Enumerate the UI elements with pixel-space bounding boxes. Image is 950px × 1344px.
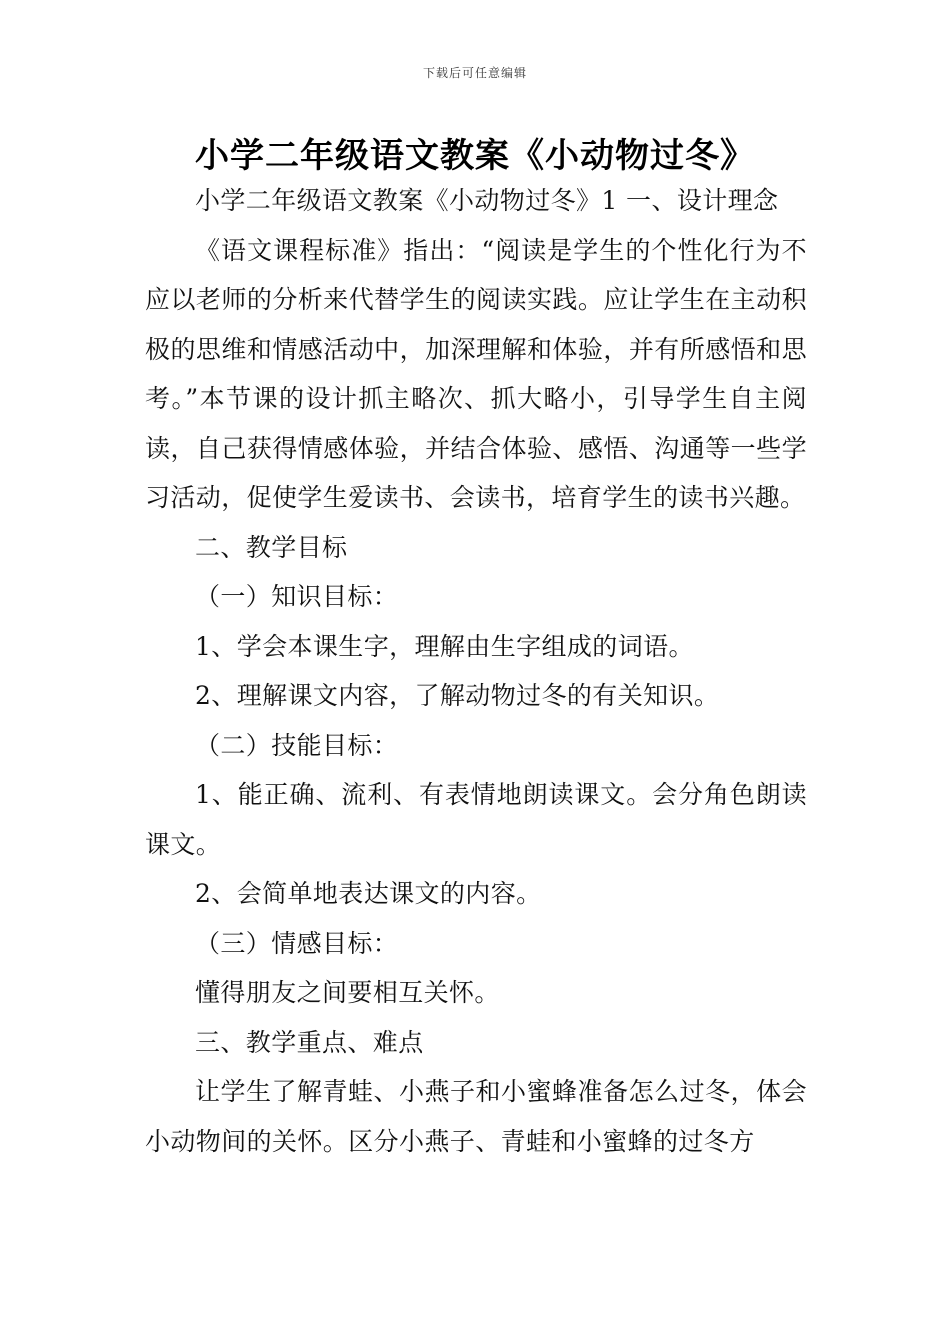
paragraph: 2、理解课文内容，了解动物过冬的有关知识。 (195, 681, 720, 710)
paragraph: 2、会简单地表达课文的内容。 (195, 879, 542, 908)
paragraph: 《语文课程标准》指出：“阅读是学生的个性化行为不应以老师的分析来代替学生的阅读实践。应让学生在主动积极的思维和情感活动中，加深理解和体验，并有所感悟和思考。”本节课的设计抓主略次、抓大略小，引导学生自主阅读，自己获得情感体验，并结合体验、感悟、沟通等一些学习活动，促使学生爱读书、会读书，培育学生的读书兴趣。 (145, 235, 807, 512)
header-note: 下载后可任意编辑 (422, 66, 527, 80)
document-body (145, 176, 807, 1166)
document-title: 小学二年级语文教案《小动物过冬》 (195, 136, 755, 176)
paragraph: 小学二年级语文教案《小动物过冬》1 一、设计理念 (195, 186, 779, 215)
paragraph: （一）知识目标： (195, 582, 399, 611)
paragraph: （二）技能目标： (195, 730, 399, 760)
paragraph: 三、教学重点、难点 (195, 1027, 424, 1057)
paragraph: 1、学会本课生字，理解由生字组成的词语。 (195, 631, 694, 661)
paragraph: 1、能正确、流利、有表情地朗读课文。会分角色朗读课文。 (145, 780, 807, 859)
paragraph: 懂得朋友之间要相互关怀。 (195, 978, 500, 1007)
paragraph: （三）情感目标： (195, 928, 399, 958)
paragraph: 二、教学目标 (195, 532, 348, 562)
paragraph: 让学生了解青蛙、小燕子和小蜜蜂准备怎么过冬，体会小动物间的关怀。区分小燕子、青蛙和小蜜蜂的过冬方 (145, 1077, 807, 1156)
